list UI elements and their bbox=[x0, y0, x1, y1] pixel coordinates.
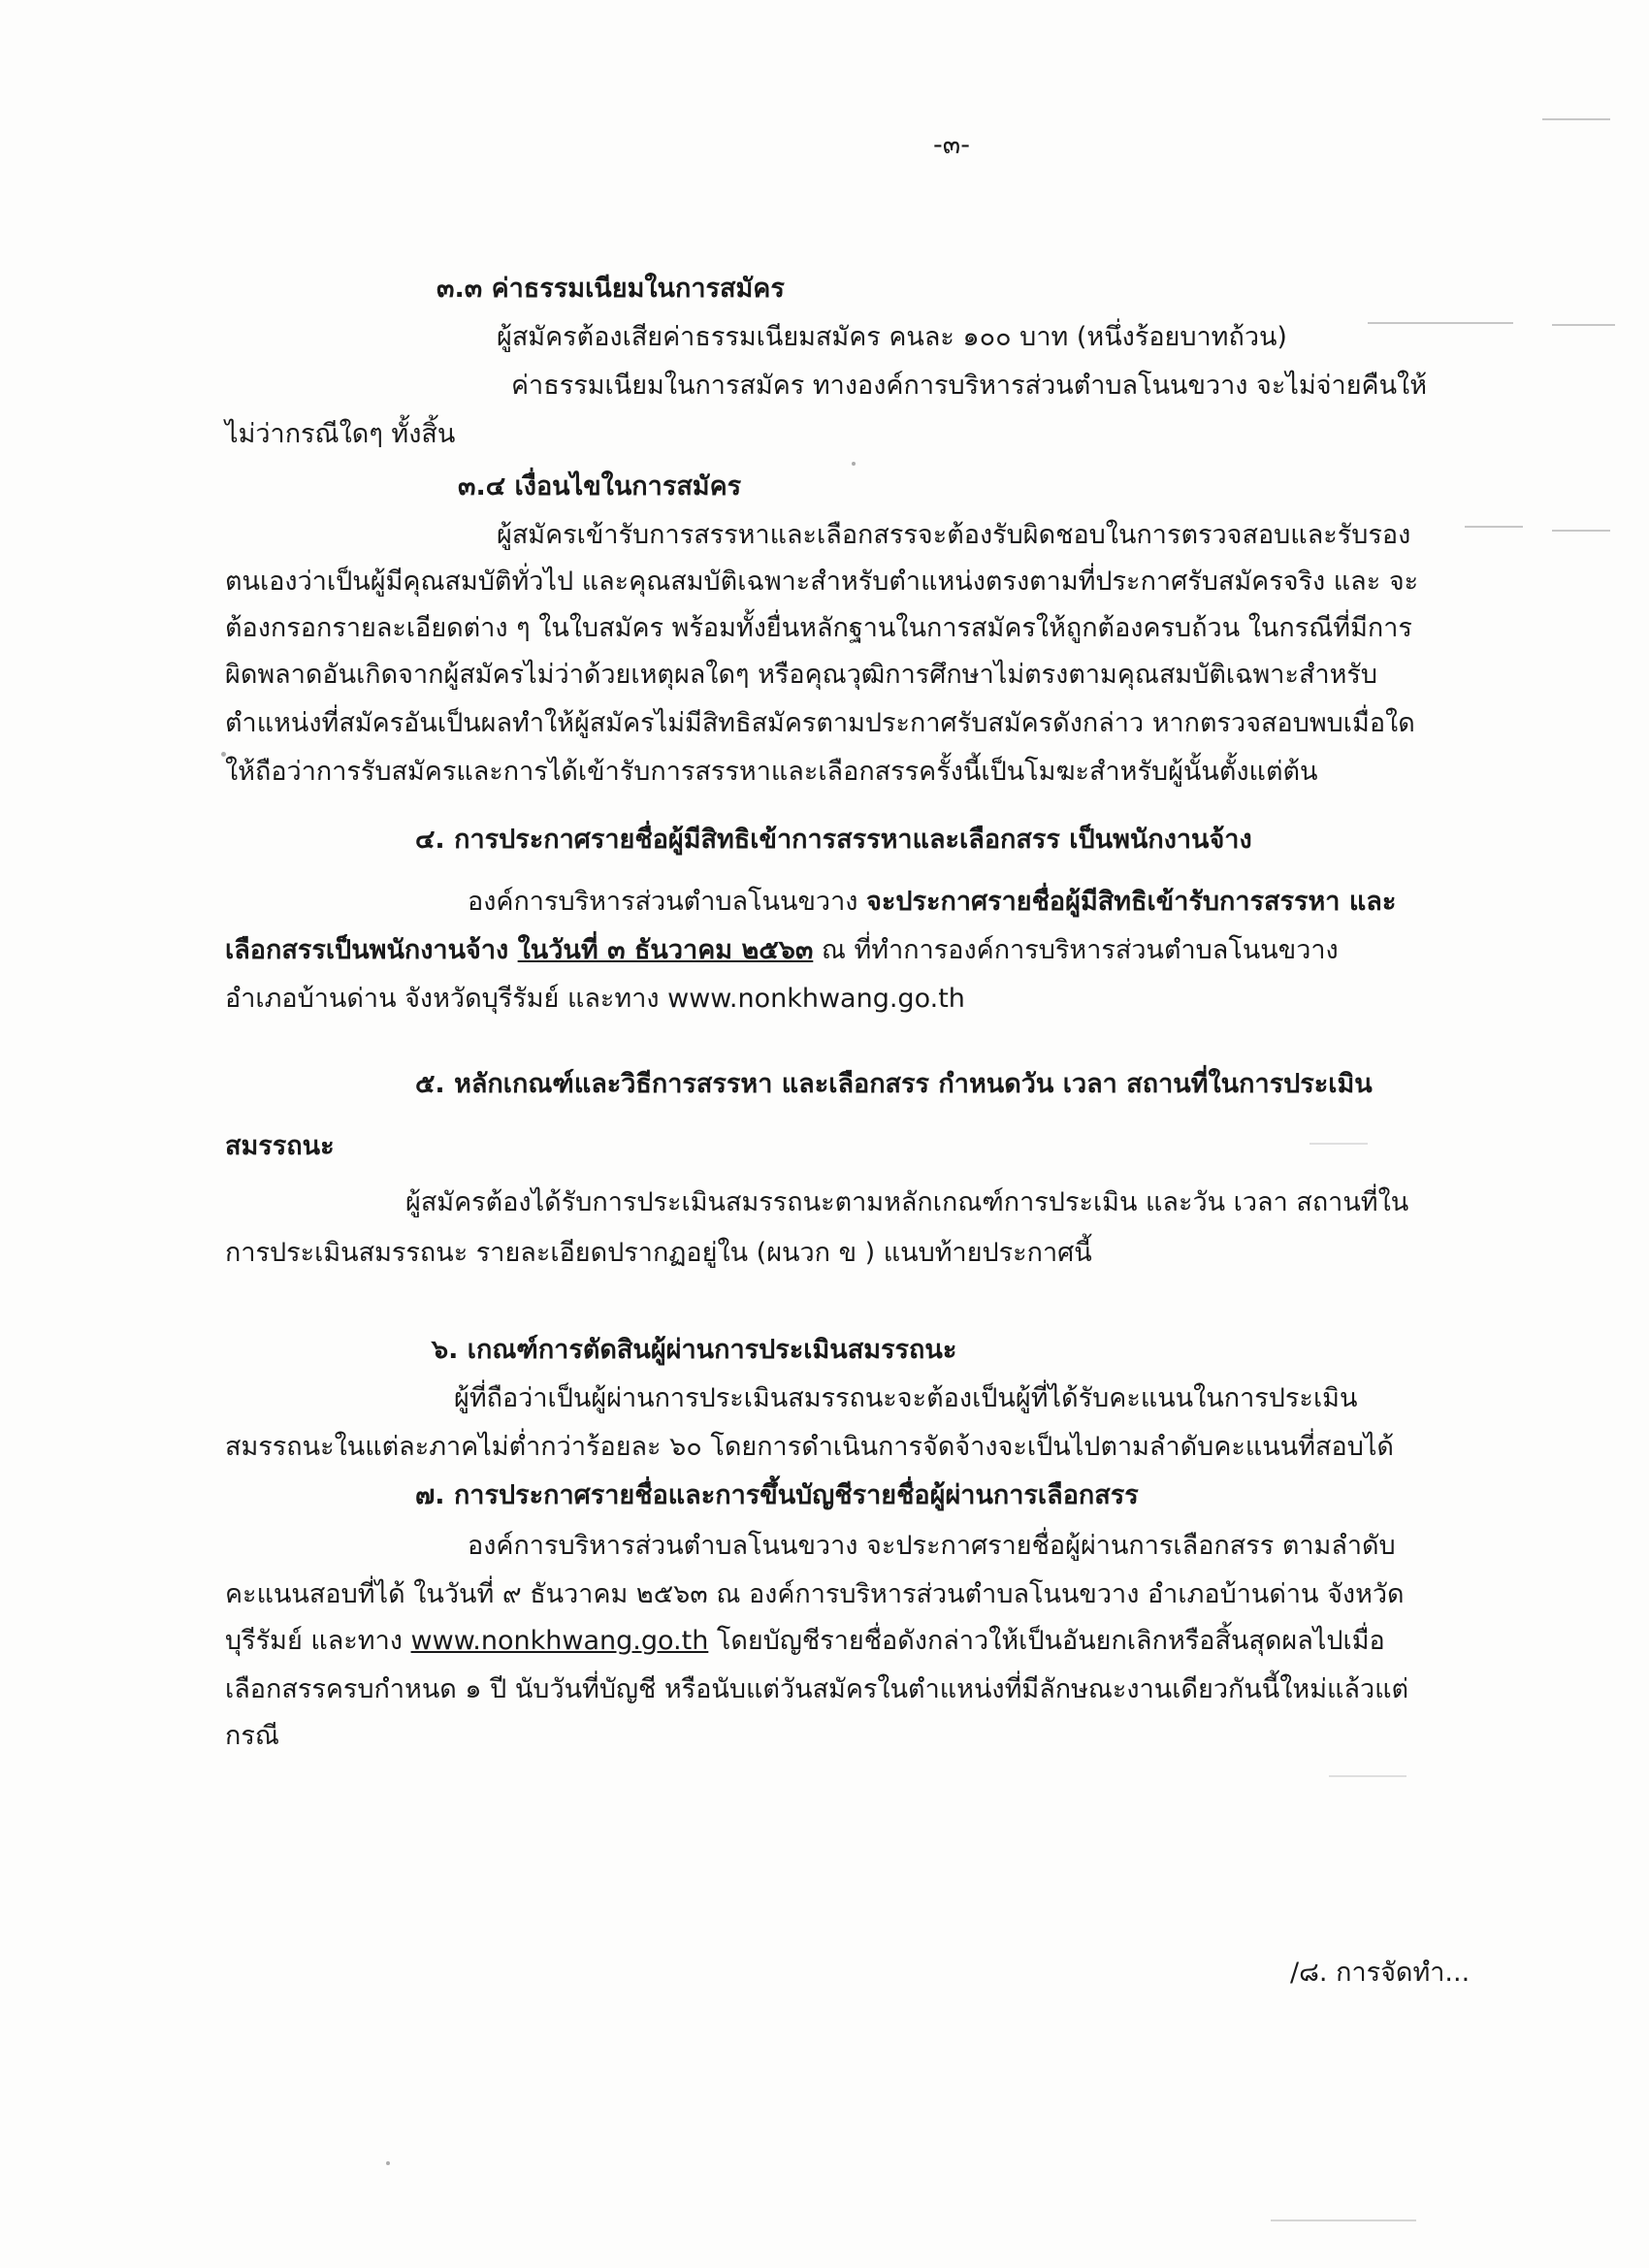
scan-mark bbox=[1552, 324, 1615, 326]
scan-mark bbox=[1465, 526, 1523, 528]
text-span: องค์การบริหารส่วนตำบลโนนขวาง bbox=[468, 887, 867, 917]
section-5-heading-cont: สมรรถนะ bbox=[225, 1131, 335, 1161]
paragraph-line: อำเภอบ้านด่าน จังหวัดบุรีรัมย์ และทาง www.nonkhwang.go.th bbox=[225, 984, 965, 1014]
section-7-heading: ๗. การประกาศรายชื่อและการขึ้นบัญชีรายชื่อผู้ผ่านการเลือกสรร bbox=[415, 1480, 1139, 1510]
paragraph-line: ค่าธรรมเนียมในการสมัคร ทางองค์การบริหารส่วนตำบลโนนขวาง จะไม่จ่ายคืนให้ bbox=[511, 371, 1428, 401]
paragraph-line: ไม่ว่ากรณีใดๆ ทั้งสิ้น bbox=[225, 419, 456, 449]
scan-mark bbox=[1552, 530, 1610, 532]
paragraph-line: ให้ถือว่าการรับสมัครและการได้เข้ารับการสรรหาและเลือกสรรครั้งนี้เป็นโมฆะสำหรับผู้นั้นตั้งแต่ต้น bbox=[225, 757, 1318, 787]
paragraph-line: ตนเองว่าเป็นผู้มีคุณสมบัติทั่วไป และคุณสมบัติเฉพาะสำหรับตำแหน่งตรงตามที่ประกาศรับสมัครจริง และ จะ bbox=[225, 567, 1419, 597]
paragraph-line: ผู้สมัครต้องเสียค่าธรรมเนียมสมัคร คนละ ๑๐๐ บาท (หนึ่งร้อยบาทถ้วน) bbox=[497, 322, 1287, 352]
text-span: โดยบัญชีรายชื่อดังกล่าวให้เป็นอันยกเลิกหรือสิ้นสุดผลไปเมื่อ bbox=[708, 1626, 1385, 1656]
section-5-heading: ๕. หลักเกณฑ์และวิธีการสรรหา และเลือกสรร กำหนดวัน เวลา สถานที่ในการประเมิน bbox=[415, 1069, 1373, 1099]
paragraph-line: ผู้ที่ถือว่าเป็นผู้ผ่านการประเมินสมรรถนะจะต้องเป็นผู้ที่ได้รับคะแนนในการประเมิน bbox=[454, 1383, 1358, 1413]
paragraph-line bbox=[468, 883, 1396, 922]
paragraph-line: การประเมินสมรรถนะ รายละเอียดปรากฏอยู่ใน (ผนวก ข ) แนบท้ายประกาศนี้ bbox=[225, 1238, 1092, 1268]
scan-mark bbox=[1329, 1775, 1406, 1777]
paragraph-line: ผู้สมัครต้องได้รับการประเมินสมรรถนะตามหลักเกณฑ์การประเมิน และวัน เวลา สถานที่ใน bbox=[405, 1187, 1409, 1217]
section-3-3-heading: ๓.๓ ค่าธรรมเนียมในการสมัคร bbox=[436, 274, 785, 304]
paragraph-line: เลือกสรรครบกำหนด ๑ ปี นับวันที่บัญชี หรือนับแต่วันสมัครในตำแหน่งที่มีลักษณะงานเดียวกันนี้ใหม่แล้วแต่ bbox=[225, 1674, 1409, 1704]
text-span: ณ ที่ทำการองค์การบริหารส่วนตำบลโนนขวาง bbox=[813, 935, 1339, 965]
paragraph-line: ผู้สมัครเข้ารับการสรรหาและเลือกสรรจะต้องรับผิดชอบในการตรวจสอบและรับรอง bbox=[497, 520, 1411, 550]
scan-mark bbox=[1542, 118, 1610, 120]
section-3-4-heading: ๓.๔ เงื่อนไขในการสมัคร bbox=[458, 471, 742, 502]
website-link[interactable]: www.nonkhwang.go.th bbox=[410, 1626, 709, 1656]
paragraph-line: ต้องกรอกรายละเอียดต่าง ๆ ในใบสมัคร พร้อมทั้งยื่นหลักฐานในการสมัครให้ถูกต้องครบถ้วน ในกรณีที่มีการ bbox=[225, 613, 1412, 643]
scan-dot bbox=[852, 462, 856, 466]
page-number: -๓- bbox=[933, 130, 970, 160]
paragraph-line: กรณี bbox=[225, 1721, 279, 1751]
paragraph-line: องค์การบริหารส่วนตำบลโนนขวาง จะประกาศรายชื่อผู้ผ่านการเลือกสรร ตามลำดับ bbox=[468, 1531, 1396, 1561]
scan-mark bbox=[1368, 322, 1513, 324]
text-span-bold: เลือกสรรเป็นพนักงานจ้าง bbox=[225, 935, 518, 965]
paragraph-line: ตำแหน่งที่สมัครอันเป็นผลทำให้ผู้สมัครไม่มีสิทธิสมัครตามประกาศรับสมัครดังกล่าว หากตรวจสอบพบเมื่อใด bbox=[225, 708, 1415, 738]
scan-dot bbox=[386, 2161, 390, 2165]
paragraph-line bbox=[225, 1622, 1385, 1661]
section-4-heading: ๔. การประกาศรายชื่อผู้มีสิทธิเข้าการสรรหาและเลือกสรร เป็นพนักงานจ้าง bbox=[415, 825, 1252, 855]
text-span-bold: จะประกาศรายชื่อผู้มีสิทธิเข้ารับการสรรหา และ bbox=[866, 887, 1397, 917]
scan-mark bbox=[1271, 2219, 1416, 2221]
paragraph-line: คะแนนสอบที่ได้ ในวันที่ ๙ ธันวาคม ๒๕๖๓ ณ องค์การบริหารส่วนตำบลโนนขวาง อำเภอบ้านด่าน จังหวัด bbox=[225, 1579, 1405, 1609]
text-span: บุรีรัมย์ และทาง bbox=[225, 1626, 411, 1656]
scan-mark bbox=[1310, 1143, 1368, 1145]
paragraph-line bbox=[225, 931, 1339, 970]
section-6-heading: ๖. เกณฑ์การตัดสินผู้ผ่านการประเมินสมรรถนะ bbox=[432, 1335, 957, 1365]
announcement-date: ในวันที่ ๓ ธันวาคม ๒๕๖๓ bbox=[517, 935, 814, 965]
paragraph-line: ผิดพลาดอันเกิดจากผู้สมัครไม่ว่าด้วยเหตุผลใดๆ หรือคุณวุฒิการศึกษาไม่ตรงตามคุณสมบัติเฉพาะสำหรับ bbox=[225, 660, 1378, 690]
paragraph-line: สมรรถนะในแต่ละภาคไม่ต่ำกว่าร้อยละ ๖๐ โดยการดำเนินการจัดจ้างจะเป็นไปตามลำดับคะแนนที่สอบได้ bbox=[225, 1432, 1394, 1462]
continuation-note: /๘. การจัดทำ... bbox=[1290, 1958, 1471, 1988]
